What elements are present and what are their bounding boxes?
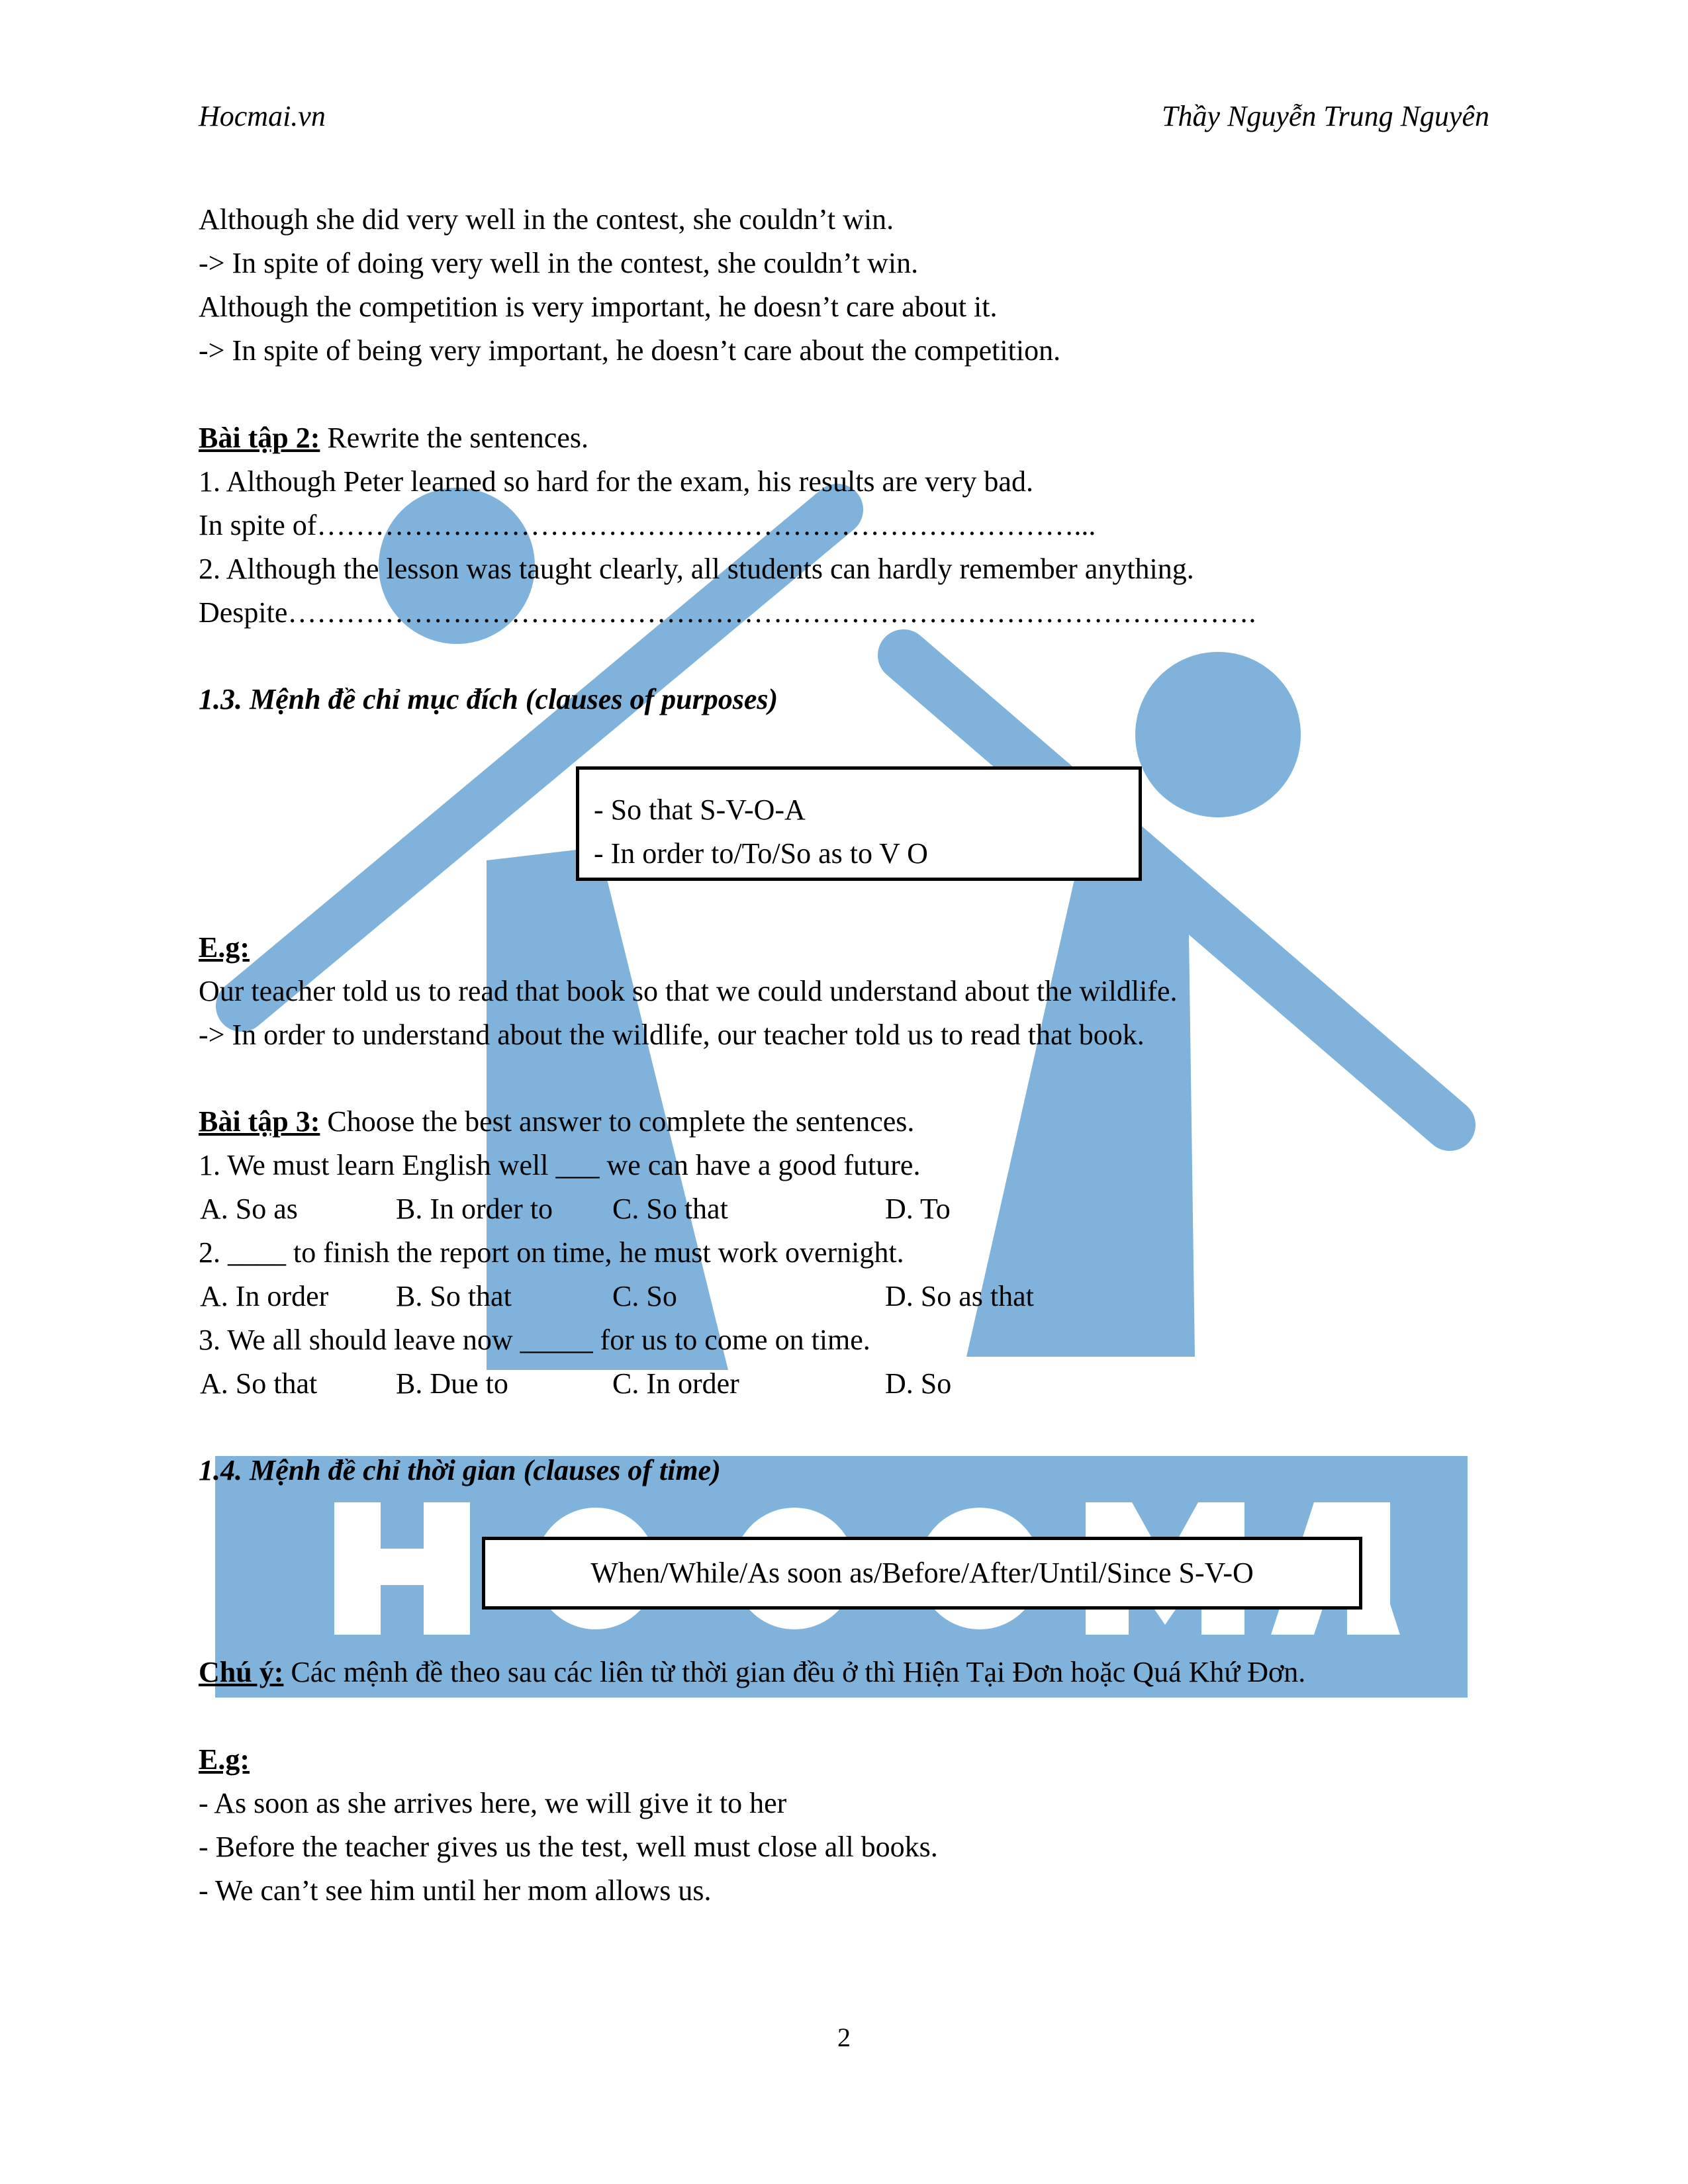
q2-option-c: C. So <box>612 1280 677 1312</box>
q2-option-d: D. So as that <box>885 1280 1034 1312</box>
section14-title: 1.4. Mệnh đề chỉ thời gian (clauses of time) <box>199 1454 721 1486</box>
exercise3-instruction: Choose the best answer to complete the sentences. <box>320 1105 915 1138</box>
intro-line-1: Although she did very well in the contest, she couldn’t win. <box>199 203 894 236</box>
header-site: Hocmai.vn <box>199 100 326 132</box>
note-text: Các mệnh đề theo sau các liên từ thời gian đều ở thì Hiện Tại Đơn hoặc Quá Khứ Đơn. <box>283 1656 1306 1688</box>
purpose-formula-line-1: - So that S-V-O-A <box>594 794 806 826</box>
example13-line-2: -> In order to understand about the wildlife, our teacher told us to read that book. <box>199 1019 1145 1051</box>
q3-option-d: D. So <box>885 1367 952 1400</box>
q1-option-c: C. So that <box>612 1193 728 1225</box>
q1-option-a: A. So as <box>200 1193 298 1225</box>
question-3: 3. We all should leave now _____ for us to come on time. <box>199 1324 870 1356</box>
exercise2-label: Bài tập 2: <box>199 422 320 454</box>
q1-option-d: D. To <box>885 1193 951 1225</box>
exercise3-label: Bài tập 3: <box>199 1105 320 1138</box>
example14-label: E.g: <box>199 1743 250 1776</box>
intro-line-2: -> In spite of doing very well in the contest, she couldn’t win. <box>199 247 919 279</box>
note-line <box>199 1658 1305 1687</box>
header-teacher: Thầy Nguyễn Trung Nguyên <box>1162 100 1489 132</box>
time-formula-box <box>482 1537 1362 1610</box>
example13-line-1: Our teacher told us to read that book so that we could understand about the wildlife. <box>199 975 1178 1007</box>
time-formula-text: When/While/As soon as/Before/After/Until/Since S-V-O <box>590 1557 1254 1589</box>
q3-option-a: A. So that <box>200 1367 318 1400</box>
q2-option-b: B. So that <box>396 1280 512 1312</box>
exercise2-heading <box>199 424 588 453</box>
purpose-formula-box <box>576 766 1142 881</box>
example14-line-3: - We can’t see him until her mom allows us. <box>199 1874 712 1907</box>
exercise2-instruction: Rewrite the sentences. <box>320 422 588 454</box>
intro-line-3: Although the competition is very important, he doesn’t care about it. <box>199 291 998 323</box>
question-2: 2. ____ to finish the report on time, he must work overnight. <box>199 1236 904 1269</box>
example14-line-2: - Before the teacher gives us the test, well must close all books. <box>199 1831 938 1863</box>
intro-line-4: -> In spite of being very important, he doesn’t care about the competition. <box>199 334 1061 367</box>
exercise2-line-2: In spite of……………………………………………………………………... <box>199 509 1096 541</box>
exercise3-heading <box>199 1107 914 1136</box>
purpose-formula-line-2: - In order to/To/So as to V O <box>594 837 928 870</box>
q2-option-a: A. In order <box>200 1280 329 1312</box>
question-1: 1. We must learn English well ___ we can have a good future. <box>199 1149 921 1181</box>
q1-option-b: B. In order to <box>396 1193 553 1225</box>
note-label: Chú ý: <box>199 1656 284 1688</box>
q3-option-c: C. In order <box>612 1367 739 1400</box>
exercise2-line-4: Despite………………………………………………………………………………………. <box>199 596 1256 629</box>
section13-title: 1.3. Mệnh đề chỉ mục đích (clauses of purposes) <box>199 683 778 715</box>
page-number: 2 <box>837 2023 851 2052</box>
example14-line-1: - As soon as she arrives here, we will give it to her <box>199 1787 787 1819</box>
exercise2-line-1: 1. Although Peter learned so hard for the exam, his results are very bad. <box>199 465 1033 498</box>
exercise2-line-3: 2. Although the lesson was taught clearly, all students can hardly remember anything. <box>199 553 1194 585</box>
q3-option-b: B. Due to <box>396 1367 508 1400</box>
example13-label: E.g: <box>199 931 250 964</box>
